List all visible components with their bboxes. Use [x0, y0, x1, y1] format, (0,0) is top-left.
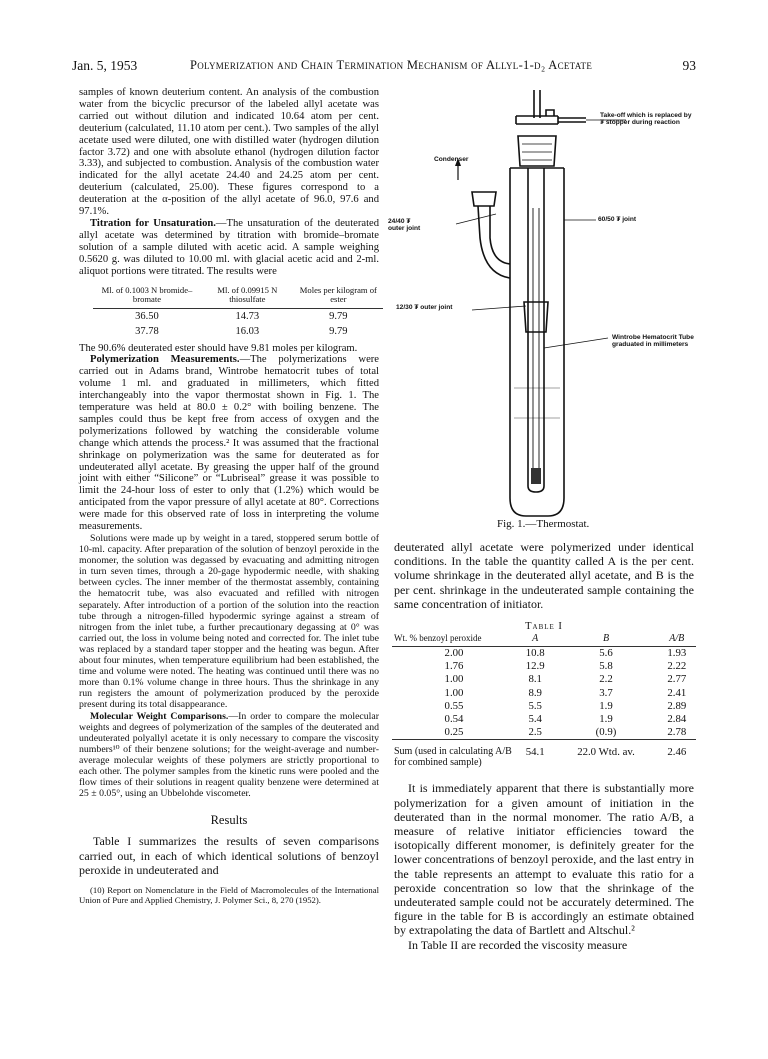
- table-row: [93, 308, 383, 324]
- table-cell: (0.9): [595, 726, 617, 739]
- table-cell: 8.9: [528, 686, 542, 699]
- table-cell: 3.7: [599, 686, 613, 699]
- table-cell: 2.5: [528, 726, 542, 739]
- sum-b: 22.0: [577, 745, 597, 758]
- table-col-a: A: [532, 633, 539, 645]
- table-row: [392, 646, 696, 660]
- table-cell: 16.03: [235, 325, 260, 337]
- table-cell: 0.55: [444, 699, 464, 712]
- table-cell: 2.84: [667, 713, 687, 726]
- table-cell: 2.78: [667, 726, 687, 739]
- paragraph-discussion: It is immediately apparent that there is substantially more polymerization for a given amount of initiation in the deuterated than in the normal monomer. The ratio A/B, a measure of relative initiator efficiencies toward the isotopically different monomer, is definitely greater for the lower concentrations of benzoyl peroxide, and the last entry in the table represents an attempt to evaluate this ratio for a peroxide concentration so low that the shrinkage of the undeuterated sample could not be accurately determined. The figure in the table for B is accordingly an estimate obtained by extrapolating the data of Bartlett and Altschul.²: [394, 781, 694, 938]
- titration-col-header: Ml. of 0.1003 N bromide–bromate: [93, 286, 201, 309]
- titration-text: —The unsaturation of the deuterated allyl acetate was determined by titration with bromide–bromate solution of a sample diluted with acetic acid. A sample weighing 0.5620 g. was diluted to 10.00 ml. with glacial acetic acid and 2-ml. aliquot portions were titrated. The results were: [79, 217, 380, 277]
- label-joint: 60/50 ₮ joint: [598, 216, 637, 223]
- titration-col-header: Moles per kilogram of ester: [294, 286, 383, 309]
- table-cell: 1.9: [599, 713, 613, 726]
- sum-b-cell: [554, 739, 657, 769]
- table-col-ab: A/B: [669, 633, 685, 645]
- table-cell: 1.00: [444, 686, 464, 699]
- paragraph-conditions: deuterated allyl acetate were polymerized under identical conditions. In the table the quantity called A is the per cent. volume shrinkage in the deuterated allyl acetate, and B is the per cent. shrinkage in the undeuterated sample containing the same concentration of initiator.: [394, 540, 694, 611]
- table-cell: 5.8: [599, 660, 613, 673]
- table-col-header: [516, 634, 554, 646]
- header-date: Jan. 5, 1953: [72, 58, 138, 73]
- table-col-header: [658, 634, 696, 646]
- table-cell: 1.93: [667, 647, 687, 660]
- table-cell: 1.00: [444, 673, 464, 686]
- table-cell: 2.22: [667, 660, 687, 673]
- left-column: [79, 87, 379, 906]
- paragraph-titration: [79, 218, 379, 278]
- table-cell: 10.8: [525, 647, 545, 660]
- section-head-molecular-weight: Molecular Weight Comparisons.: [90, 710, 229, 722]
- section-head-polymerization: Polymerization Measurements.: [90, 354, 240, 366]
- paragraph-moles: The 90.6% deuterated ester should have 9.81 moles per kilogram.: [79, 342, 358, 354]
- polymerization-text: —The polymerizations were carried out in Adams brand, Wintrobe hematocrit tubes of total volume 1 ml. and graduated in millimeters, which fitted interchangeably into the vapor thermostat shown in Fig. 1. The temperature was held at 80.0 ± 0.2° with boiling benzene. The samples could thus be kept free from access of oxygen and the polymerizations followed by watching the considerable volume change which attends the process.² It was assumed that the fractional shrinkage on polymerization was the same for deuterated as for undeuterated allyl acetate. By greasing the upper half of the ground joint with either “Silicone” or “Lubriseal” grease it was possible to limit the 24-hour loss of ester to only that (1.2%) which would be anticipated from the vapor pressure of allyl acetate at 80°. Corrections were made for this observed rate of loss in interpreting the volume measurements.: [79, 354, 379, 533]
- running-header: [72, 58, 696, 78]
- titration-col-header: Ml. of 0.09915 N thiosulfate: [201, 286, 294, 309]
- table-col-header: Wt. % benzoyl peroxide: [392, 634, 516, 646]
- label-condenser: Condenser: [434, 156, 469, 163]
- table-row: [392, 660, 696, 673]
- paragraph-table2: In Table II are recorded the viscosity measure: [408, 937, 628, 952]
- table-cell: 2.00: [444, 647, 464, 660]
- paragraph-analysis: samples of known deuterium content. An analysis of the combustion water from the bicyclic precursor of the labeled allyl acetate was carried out without dilution and indicated 10.64 atom per cent. deuterium (calculated, 11.10 atom per cent.). Two samples of the allyl acetate used were diluted, one with distilled water (hydrogen dilution factor 3.72) and one with absolute ethanol (hydrogen dilution factor 3.33), and subjected to combustion. Analysis of the combustion water indicated for the allyl acetate 24.40 and 24.25 atom per cent. deuterium (calculated, 25.00). These figures correspond to a deuteration at the α-position of the allyl acetate of 96.0, 97.6 and 97.1%.: [79, 87, 379, 218]
- section-head-titration: Titration for Unsaturation.: [90, 217, 216, 229]
- titration-table: [93, 286, 383, 339]
- table-row: [93, 324, 383, 339]
- table-cell: 1.76: [444, 660, 464, 673]
- table-row: [392, 699, 696, 712]
- paragraph-molecular-weight: [79, 711, 379, 800]
- table-cell: 5.4: [528, 713, 542, 726]
- weighted-average-value: 2.46: [658, 739, 696, 769]
- table-cell: 2.77: [667, 673, 687, 686]
- page-number: 93: [682, 58, 696, 73]
- header-title: Polymerization and Chain Termination Mechanism of Allyl-1-d₂ Acetate: [190, 58, 593, 72]
- table-1: [392, 634, 696, 769]
- sum-label: Sum (used in calculating A/B for combined sample): [392, 739, 516, 769]
- right-column: [394, 540, 694, 952]
- results-heading: Results: [210, 813, 248, 828]
- table-cell: 2.2: [599, 673, 613, 686]
- table-cell: 0.54: [444, 713, 464, 726]
- paragraph-polymerization: [79, 354, 379, 533]
- table-cell: 2.41: [667, 686, 687, 699]
- table-sum-row: [392, 739, 696, 769]
- table-col-header: [554, 634, 657, 646]
- table-cell: 37.78: [135, 325, 159, 337]
- table-cell: 5.6: [599, 647, 613, 660]
- table-cell: 36.50: [135, 310, 159, 322]
- footnote: (10) Report on Nomenclature in the Field of Macromolecules of the International Union of Pure and Applied Chemistry, J. Polymer Sci., 8, 270 (1952).: [79, 885, 379, 906]
- figure-caption: Fig. 1.—Thermostat.: [497, 518, 590, 530]
- paragraph-results: Table I summarizes the results of seven comparisons carried out, in each of which identical solutions of benzoyl peroxide in undeuterated and: [79, 834, 379, 877]
- table-cell: 2.89: [667, 699, 687, 712]
- table-cell: 8.1: [528, 673, 542, 686]
- table-row: [392, 712, 696, 725]
- table-row: [392, 686, 696, 699]
- label-outer-joint-inner: 12/30 ₮ outer joint: [396, 304, 453, 311]
- label-takeoff: Take-off which is replaced by ₮ stopper during reaction: [600, 112, 692, 127]
- paragraph-solutions: Solutions were made up by weight in a tared, stoppered serum bottle of 10-ml. capacity. After preparation of the solution of benzoyl peroxide in the monomer, the solution was degassed by evacuating and admitting nitrogen in turn seven times, through a 20-gage hypodermic needle, with shaking between cycles. The inner member of the thermostat assembly, containing the hematocrit tube, was also evacuated and refilled with nitrogen separately. After introduction of a portion of the solution into the reaction tube through a nitrogen-filled hypodermic syringe against a stream of nitrogen from the inlet tube, a further precautionary degassing at 0° was carried out, the loss in volume being noted and corrected for. The inlet tube was replaced by a standard taper stopper and the heating was begun. After about four minutes, when temperature equilibrium had been established, the time and volume were noted. The heating was continued until there was no more than 0.1% volume change in three hours. Thus the shrinkage in any run registers the amount of polymerization produced by the peroxide present during its total disappearance.: [79, 533, 379, 711]
- table-cell: 14.73: [235, 310, 260, 322]
- thermostat-figure: [386, 88, 698, 520]
- table-title: Table I: [525, 621, 563, 633]
- label-outer-joint: 24/40 ₮ outer joint: [388, 218, 421, 233]
- sum-a: 54.1: [516, 739, 554, 769]
- table-col-b: B: [602, 633, 610, 645]
- table-cell: 5.5: [528, 699, 542, 712]
- table-cell: 1.9: [599, 699, 613, 712]
- weighted-average-label: Wtd. av.: [598, 745, 635, 758]
- table-cell: 9.79: [329, 310, 348, 322]
- molecular-weight-text: —In order to compare the molecular weights and degrees of polymerization of the samples of the deuterated and undeuterated polyallyl acetate it is only necessary to compare the viscosity numbers¹⁰ of their benzene solutions; for the weight-average and number-average molecular weights of these polymers are strictly proportional to each other. The polymer samples from the kinetic runs were pooled and the flow times of their solutions in reagent quality benzene were determined at 25 ± 0.05°, using an Ubbelohde viscometer.: [79, 710, 380, 800]
- label-wintrobe: Wintrobe Hematocrit Tube graduated in millimeters: [612, 334, 694, 349]
- table-row: [392, 726, 696, 740]
- table-cell: 9.79: [329, 325, 348, 337]
- table-row: [392, 673, 696, 686]
- table-cell: 12.9: [525, 660, 545, 673]
- table-cell: 0.25: [444, 726, 464, 739]
